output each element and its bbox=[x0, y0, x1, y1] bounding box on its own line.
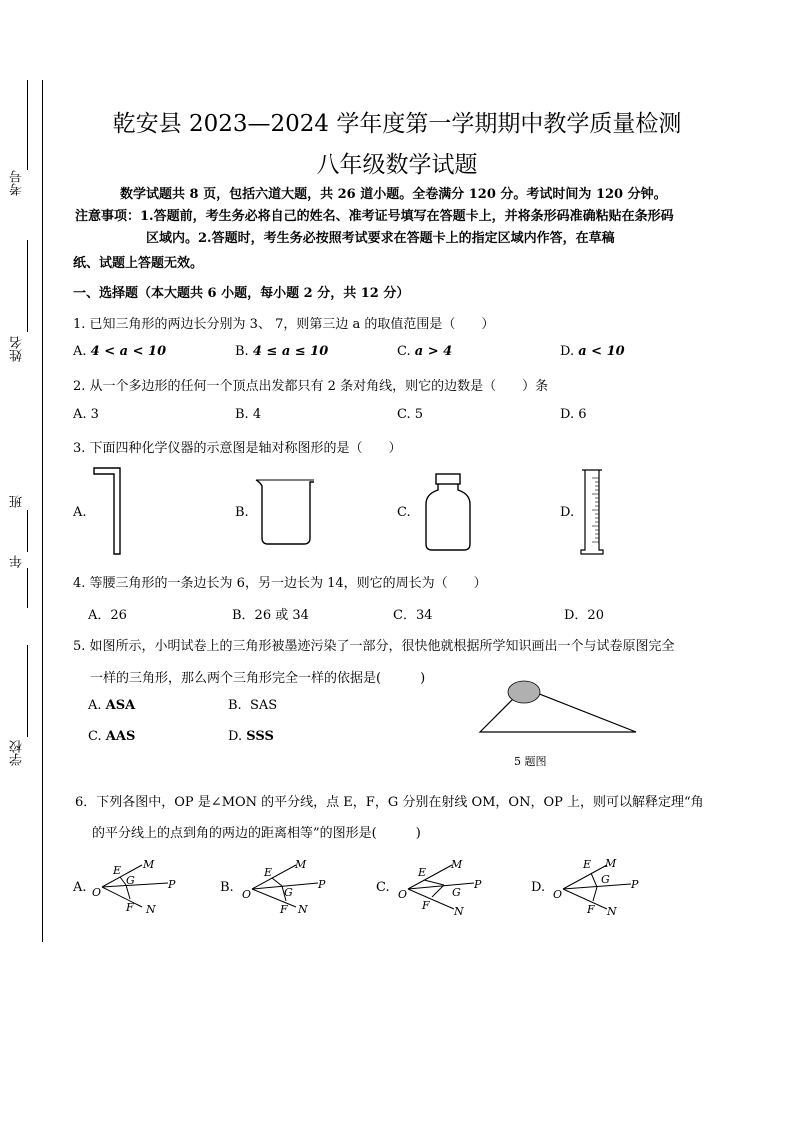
q6a-label-g: G bbox=[126, 874, 135, 887]
q6b-label-p: P bbox=[318, 878, 326, 891]
q6a-label-m: M bbox=[143, 858, 155, 871]
q1-option-b-expr: 4 ≤ a ≤ 10 bbox=[252, 344, 329, 359]
q5-option-c-value: AAS bbox=[105, 729, 136, 744]
q1-option-c-label: C. bbox=[397, 344, 411, 359]
q2-option-a: A. 3 bbox=[73, 407, 99, 422]
q1-option-c bbox=[397, 344, 452, 359]
q4-option-d: D．20 bbox=[564, 608, 604, 623]
q4-option-b: B．26 或 34 bbox=[232, 608, 309, 623]
q6-option-b: B. bbox=[220, 880, 234, 895]
q5-stained-triangle-figure bbox=[476, 676, 640, 738]
q2-option-c: C. 5 bbox=[397, 407, 424, 422]
q2-stem: 2. 从一个多边形的任何一个顶点出发都只有 2 条对角线，则它的边数是（ ）条 bbox=[73, 379, 549, 394]
q6d-label-n: N bbox=[607, 905, 617, 918]
q5-stem-line-1: 5. 如图所示，小明试卷上的三角形被墨迹污染了一部分，很快他就根据所学知识画出一个与试卷原图完全 bbox=[73, 639, 675, 654]
q6b-label-e: E bbox=[264, 866, 273, 879]
q5-option-a-label: A. bbox=[88, 698, 102, 713]
ink-blot bbox=[508, 681, 540, 703]
q3-stem: 3. 下面四种化学仪器的示意图是轴对称图形的是（ ） bbox=[73, 441, 402, 456]
q6a-label-n: N bbox=[146, 903, 156, 916]
q5-option-c bbox=[88, 729, 135, 744]
q6a-label-f: F bbox=[126, 901, 134, 914]
q5-option-b bbox=[228, 698, 277, 713]
q6c-label-g: G bbox=[452, 886, 461, 899]
q6d-label-m: M bbox=[605, 857, 617, 870]
side-label-exam-number: 考号 bbox=[10, 170, 25, 196]
side-blank-grade bbox=[27, 568, 28, 608]
q6c-label-f: F bbox=[422, 899, 430, 912]
q3-option-c: C. bbox=[397, 505, 411, 520]
q1-option-d bbox=[560, 344, 625, 359]
q6c-label-m: M bbox=[451, 858, 463, 871]
q5-option-a bbox=[88, 698, 135, 713]
q5-stem-line-2: 一样的三角形，那么两个三角形完全一样的依据是( ) bbox=[90, 671, 426, 686]
q2-option-d: D. 6 bbox=[560, 407, 587, 422]
q1-option-a bbox=[73, 344, 166, 359]
q1-stem: 1. 已知三角形的两边长分别为 3、 7，则第三边 a 的取值范围是（ ） bbox=[73, 317, 495, 332]
q6c-label-p: P bbox=[474, 878, 482, 891]
side-blank-name bbox=[27, 240, 28, 332]
q4-stem: 4. 等腰三角形的一条边长为 6，另一边长为 14，则它的周长为（ ） bbox=[73, 576, 487, 591]
q1-option-b-label: B. bbox=[235, 344, 249, 359]
section-1-heading: 一、选择题（本大题共 6 小题，每小题 2 分，共 12 分） bbox=[73, 286, 410, 301]
side-label-school: 学校 bbox=[10, 740, 25, 766]
q5-option-c-label: C. bbox=[88, 729, 102, 744]
page-subtitle: 八年级数学试题 bbox=[316, 152, 478, 178]
q6b-label-f: F bbox=[280, 903, 288, 916]
tube-figure bbox=[90, 466, 130, 558]
q6-option-d: D. bbox=[531, 880, 546, 895]
q6b-label-g: G bbox=[284, 886, 293, 899]
q6d-label-e: E bbox=[583, 858, 592, 871]
q6a-label-e: E bbox=[113, 864, 122, 877]
side-label-name: 姓名 bbox=[10, 336, 25, 362]
q5-option-a-value: ASA bbox=[105, 698, 136, 713]
q1-option-c-expr: a > 4 bbox=[414, 344, 453, 359]
q3-option-a: A. bbox=[73, 505, 87, 520]
q5-option-d-value: SSS bbox=[246, 729, 274, 744]
notice-line-3: 纸、试题上答题无效。 bbox=[73, 256, 204, 271]
q6-figure-b bbox=[240, 853, 330, 919]
q1-option-d-label: D. bbox=[560, 344, 575, 359]
q5-figure-caption: 5 题图 bbox=[514, 755, 547, 768]
q4-option-a: A．26 bbox=[88, 608, 127, 623]
q3-option-b: B. bbox=[235, 505, 249, 520]
page-title: 乾安县 2023—2024 学年度第一学期期中教学质量检测 bbox=[112, 111, 682, 137]
q6d-label-g: G bbox=[601, 873, 610, 886]
q3-option-d: D. bbox=[560, 505, 575, 520]
q5-option-b-value: SAS bbox=[249, 698, 278, 713]
q1-option-b bbox=[235, 344, 328, 359]
bottle-figure bbox=[422, 472, 474, 552]
q6-stem-line-1: 6．下列各图中，OP 是∠MON 的平分线，点 E，F，G 分别在射线 OM，ON，OP 上，则可以解释定理“角 bbox=[75, 795, 704, 810]
q6c-label-o: O bbox=[398, 888, 408, 901]
q1-option-d-expr: a < 10 bbox=[578, 344, 625, 359]
side-blank-class bbox=[27, 510, 28, 552]
q6d-label-o: O bbox=[553, 888, 563, 901]
q1-option-a-expr: 4 < a < 10 bbox=[90, 344, 167, 359]
notice-line-2: 区域内。2.答题时，考生务必按照考试要求在答题卡上的指定区域内作答，在草稿 bbox=[146, 231, 615, 246]
graduated-cylinder-figure bbox=[578, 466, 608, 558]
q6d-label-f: F bbox=[587, 903, 595, 916]
q6c-label-e: E bbox=[418, 866, 427, 879]
q5-option-d bbox=[228, 729, 274, 744]
q6-figure-d bbox=[551, 853, 641, 919]
q6a-label-o: O bbox=[92, 886, 102, 899]
q1-option-a-label: A. bbox=[73, 344, 87, 359]
q6-figure-a bbox=[90, 853, 180, 919]
q6-stem-line-2: 的平分线上的点到角的两边的距离相等”的图形是( ) bbox=[92, 826, 421, 841]
q6-figure-c bbox=[396, 853, 486, 919]
q2-option-b: B. 4 bbox=[235, 407, 262, 422]
q6d-label-p: P bbox=[631, 878, 639, 891]
q6-option-a: A. bbox=[73, 880, 87, 895]
q5-option-d-label: D. bbox=[228, 729, 243, 744]
side-blank-school bbox=[27, 645, 28, 737]
q6c-label-n: N bbox=[454, 905, 464, 918]
q6b-label-n: N bbox=[298, 903, 308, 916]
q6-option-c: C. bbox=[376, 880, 390, 895]
q6a-label-p: P bbox=[168, 878, 176, 891]
q4-option-c: C．34 bbox=[393, 608, 433, 623]
q6b-label-o: O bbox=[242, 888, 252, 901]
notice-line-1: 注意事项：1.答题前，考生务必将自己的姓名、准考证号填写在答题卡上，并将条形码准确粘贴在条形码 bbox=[75, 209, 674, 224]
q6b-label-m: M bbox=[295, 858, 307, 871]
side-label-grade: 年 bbox=[10, 555, 25, 568]
exam-info: 数学试题共 8 页，包括六道大题，共 26 道小题。全卷满分 120 分。考试时间为 120 分钟。 bbox=[120, 187, 667, 202]
binding-line bbox=[42, 80, 43, 942]
q5-option-b-label: B. bbox=[228, 698, 242, 713]
side-label-class: 班 bbox=[10, 495, 25, 508]
beaker-figure bbox=[252, 476, 320, 548]
